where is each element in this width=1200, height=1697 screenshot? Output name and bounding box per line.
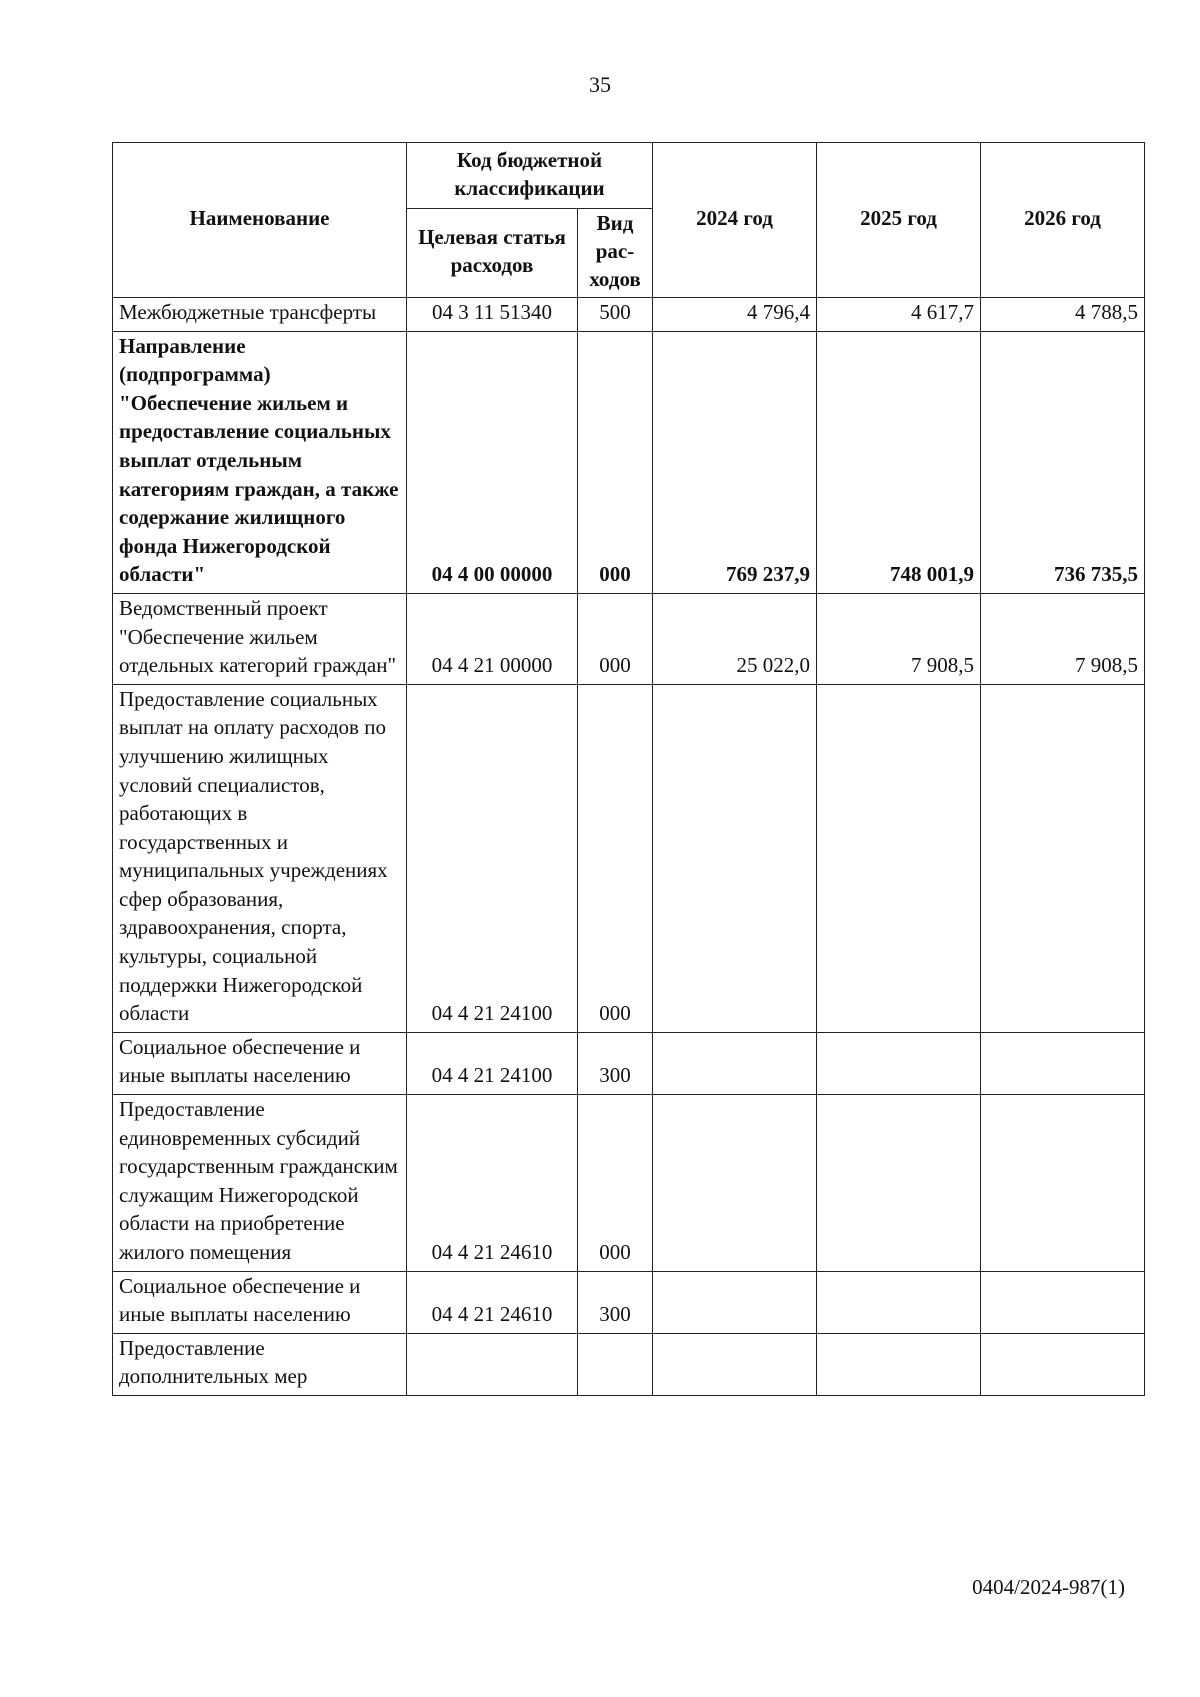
table-row <box>113 1095 1145 1272</box>
table-row <box>113 593 1145 684</box>
row-2025-cell <box>817 1095 981 1272</box>
row-name-cell: Предоставление дополнительных мер <box>113 1333 407 1395</box>
document-number: 0404/2024-987(1) <box>972 1575 1125 1599</box>
row-type-cell: 000 <box>578 593 653 684</box>
row-name-cell: Социальное обеспечение и иные выплаты населению <box>113 1271 407 1333</box>
row-2026-cell <box>981 1333 1145 1395</box>
row-2025-cell <box>817 684 981 1032</box>
header-row-1 <box>113 143 1145 209</box>
header-expense-type: Вид рас-ходов <box>578 209 653 298</box>
header-name: Наименование <box>113 143 407 298</box>
row-2025-cell: 4 617,7 <box>817 298 981 332</box>
header-2026: 2026 год <box>981 143 1145 298</box>
budget-table <box>112 142 1145 1396</box>
row-2024-cell <box>653 1271 817 1333</box>
table-row <box>113 1032 1145 1094</box>
row-2025-cell <box>817 1333 981 1395</box>
row-name-cell: Предоставление социальных выплат на оплату расходов по улучшению жилищных условий специалистов, работающих в государственных и муниципальных учреждениях сфер образования, здравоохранения, спорта, культуры, социальной поддержки Нижегородской области <box>113 684 407 1032</box>
row-name-cell: Социальное обеспечение и иные выплаты населению <box>113 1032 407 1094</box>
table-body <box>113 298 1145 1396</box>
table-row <box>113 684 1145 1032</box>
row-2026-cell <box>981 1095 1145 1272</box>
row-type-cell: 300 <box>578 1032 653 1094</box>
table-row <box>113 1333 1145 1395</box>
row-2024-cell <box>653 1095 817 1272</box>
table-row <box>113 331 1145 593</box>
row-2025-cell <box>817 1271 981 1333</box>
header-2024: 2024 год <box>653 143 817 298</box>
row-2025-cell <box>817 1032 981 1094</box>
row-2026-cell <box>981 1271 1145 1333</box>
row-code-cell: 04 4 21 24610 <box>407 1271 578 1333</box>
row-2024-cell <box>653 1032 817 1094</box>
row-code-cell: 04 4 21 24610 <box>407 1095 578 1272</box>
row-2024-cell: 769 237,9 <box>653 331 817 593</box>
row-2026-cell <box>981 1032 1145 1094</box>
row-2024-cell: 4 796,4 <box>653 298 817 332</box>
row-type-cell: 500 <box>578 298 653 332</box>
row-2024-cell <box>653 684 817 1032</box>
row-type-cell: 000 <box>578 684 653 1032</box>
table-row <box>113 298 1145 332</box>
page-number: 35 <box>589 72 611 97</box>
row-name-cell: Межбюджетные трансферты <box>113 298 407 332</box>
row-2026-cell: 7 908,5 <box>981 593 1145 684</box>
row-code-cell: 04 4 21 00000 <box>407 593 578 684</box>
header-2025: 2025 год <box>817 143 981 298</box>
row-code-cell: 04 4 21 24100 <box>407 684 578 1032</box>
row-code-cell: 04 4 00 00000 <box>407 331 578 593</box>
header-budget-code: Код бюджетной классификации <box>407 143 653 209</box>
row-type-cell: 000 <box>578 331 653 593</box>
table-row <box>113 1271 1145 1333</box>
row-code-cell <box>407 1333 578 1395</box>
row-2026-cell: 4 788,5 <box>981 298 1145 332</box>
row-2025-cell: 7 908,5 <box>817 593 981 684</box>
row-type-cell: 000 <box>578 1095 653 1272</box>
row-name-cell: Ведомственный проект "Обеспечение жильем отдельных категорий граждан" <box>113 593 407 684</box>
row-2026-cell <box>981 684 1145 1032</box>
row-type-cell <box>578 1333 653 1395</box>
row-type-cell: 300 <box>578 1271 653 1333</box>
row-name-cell: Направление (подпрограмма) "Обеспечение жильем и предоставление социальных выплат отдельным категориям граждан, а также содержание жилищного фонда Нижегородской области" <box>113 331 407 593</box>
row-2025-cell: 748 001,9 <box>817 331 981 593</box>
row-2024-cell: 25 022,0 <box>653 593 817 684</box>
row-code-cell: 04 3 11 51340 <box>407 298 578 332</box>
row-2026-cell: 736 735,5 <box>981 331 1145 593</box>
row-code-cell: 04 4 21 24100 <box>407 1032 578 1094</box>
header-target-article: Целевая статья расходов <box>407 209 578 298</box>
row-name-cell: Предоставление единовременных субсидий государственным гражданским служащим Нижегородской области на приобретение жилого помещения <box>113 1095 407 1272</box>
row-2024-cell <box>653 1333 817 1395</box>
